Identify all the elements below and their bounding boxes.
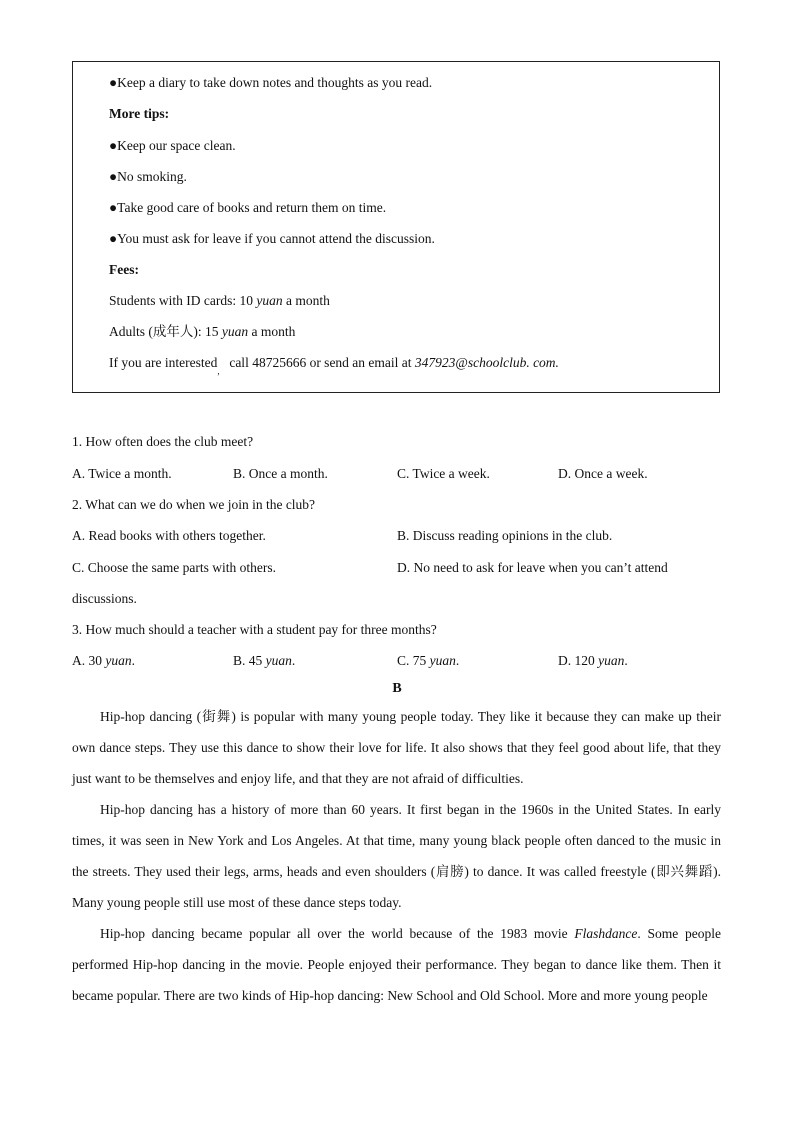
passage-paragraph-2: Hip-hop dancing has a history of more than 60 years. It first began in the 1960s in the United States. In early times, it was seen in New York and Los Angeles. At that time, many young black people often danced to the music in the streets. They used their legs, arms, heads and even shoulders (肩膀) to dance. It was called freestyle (即兴舞蹈). Many young people still use most of these dance steps today.	[72, 802, 721, 910]
movie-title: Flashdance	[574, 926, 638, 941]
section-b-title: B	[392, 681, 402, 696]
more-tips-heading: More tips:	[109, 106, 170, 121]
question-3-option-b: B. 45 yuan.	[233, 653, 296, 668]
passage-b	[72, 701, 721, 1011]
question-2-option-c: C. Choose the same parts with others.	[72, 560, 276, 575]
question-3-stem: 3. How much should a teacher with a student pay for three months?	[72, 622, 437, 637]
tip-item: ●Take good care of books and return them on time.	[109, 200, 387, 215]
club-notice-box	[72, 61, 720, 393]
tip-item: ●You must ask for leave if you cannot attend the discussion.	[109, 231, 435, 246]
question-3-option-c: C. 75 yuan.	[397, 653, 460, 668]
question-1-option-d: D. Once a week.	[558, 466, 648, 481]
passage-paragraph-3: Hip-hop dancing became popular all over the world because of the 1983 movie Flashdance. Some people performed Hip-hop dancing in the movie. People enjoyed their performance. They began to dance like them. Then it became popular. There are two kinds of Hip-hop dancing: New School and Old School. More and more young people	[72, 926, 721, 1003]
contact-line: If you are interested,call 48725666 or send an email at 347923@schoolclub. com.	[109, 355, 559, 376]
tip-item: ●No smoking.	[109, 169, 187, 184]
fees-heading: Fees:	[109, 262, 139, 277]
fee-students: Students with ID cards: 10 yuan a month	[109, 293, 330, 308]
question-1-option-a: A. Twice a month.	[72, 466, 172, 481]
tip-item: ●Keep our space clean.	[109, 138, 236, 153]
question-2-option-b: B. Discuss reading opinions in the club.	[397, 528, 613, 543]
question-2-option-d-continuation: discussions.	[72, 591, 137, 606]
tip-diary: ●Keep a diary to take down notes and thoughts as you read.	[109, 75, 433, 90]
question-3-option-d: D. 120 yuan.	[558, 653, 628, 668]
question-1-option-c: C. Twice a week.	[397, 466, 490, 481]
contact-email: 347923@schoolclub. com.	[414, 355, 559, 370]
question-2-option-a: A. Read books with others together.	[72, 528, 266, 543]
question-2-option-d: D. No need to ask for leave when you can’t attend	[397, 560, 668, 575]
question-1-option-b: B. Once a month.	[233, 466, 328, 481]
question-1-stem: 1. How often does the club meet?	[72, 434, 254, 449]
question-2-stem: 2. What can we do when we join in the club?	[72, 497, 316, 512]
passage-paragraph-1: Hip-hop dancing (街舞) is popular with many young people today. They like it because they can make up their own dance steps. They use this dance to show their love for life. It also shows that they feel good about life, that they just want to be themselves and enjoy life, and that they are not afraid of difficulties.	[72, 709, 721, 786]
fee-adults: Adults (成年人): 15 yuan a month	[109, 324, 296, 339]
question-3-option-a: A. 30 yuan.	[72, 653, 135, 668]
